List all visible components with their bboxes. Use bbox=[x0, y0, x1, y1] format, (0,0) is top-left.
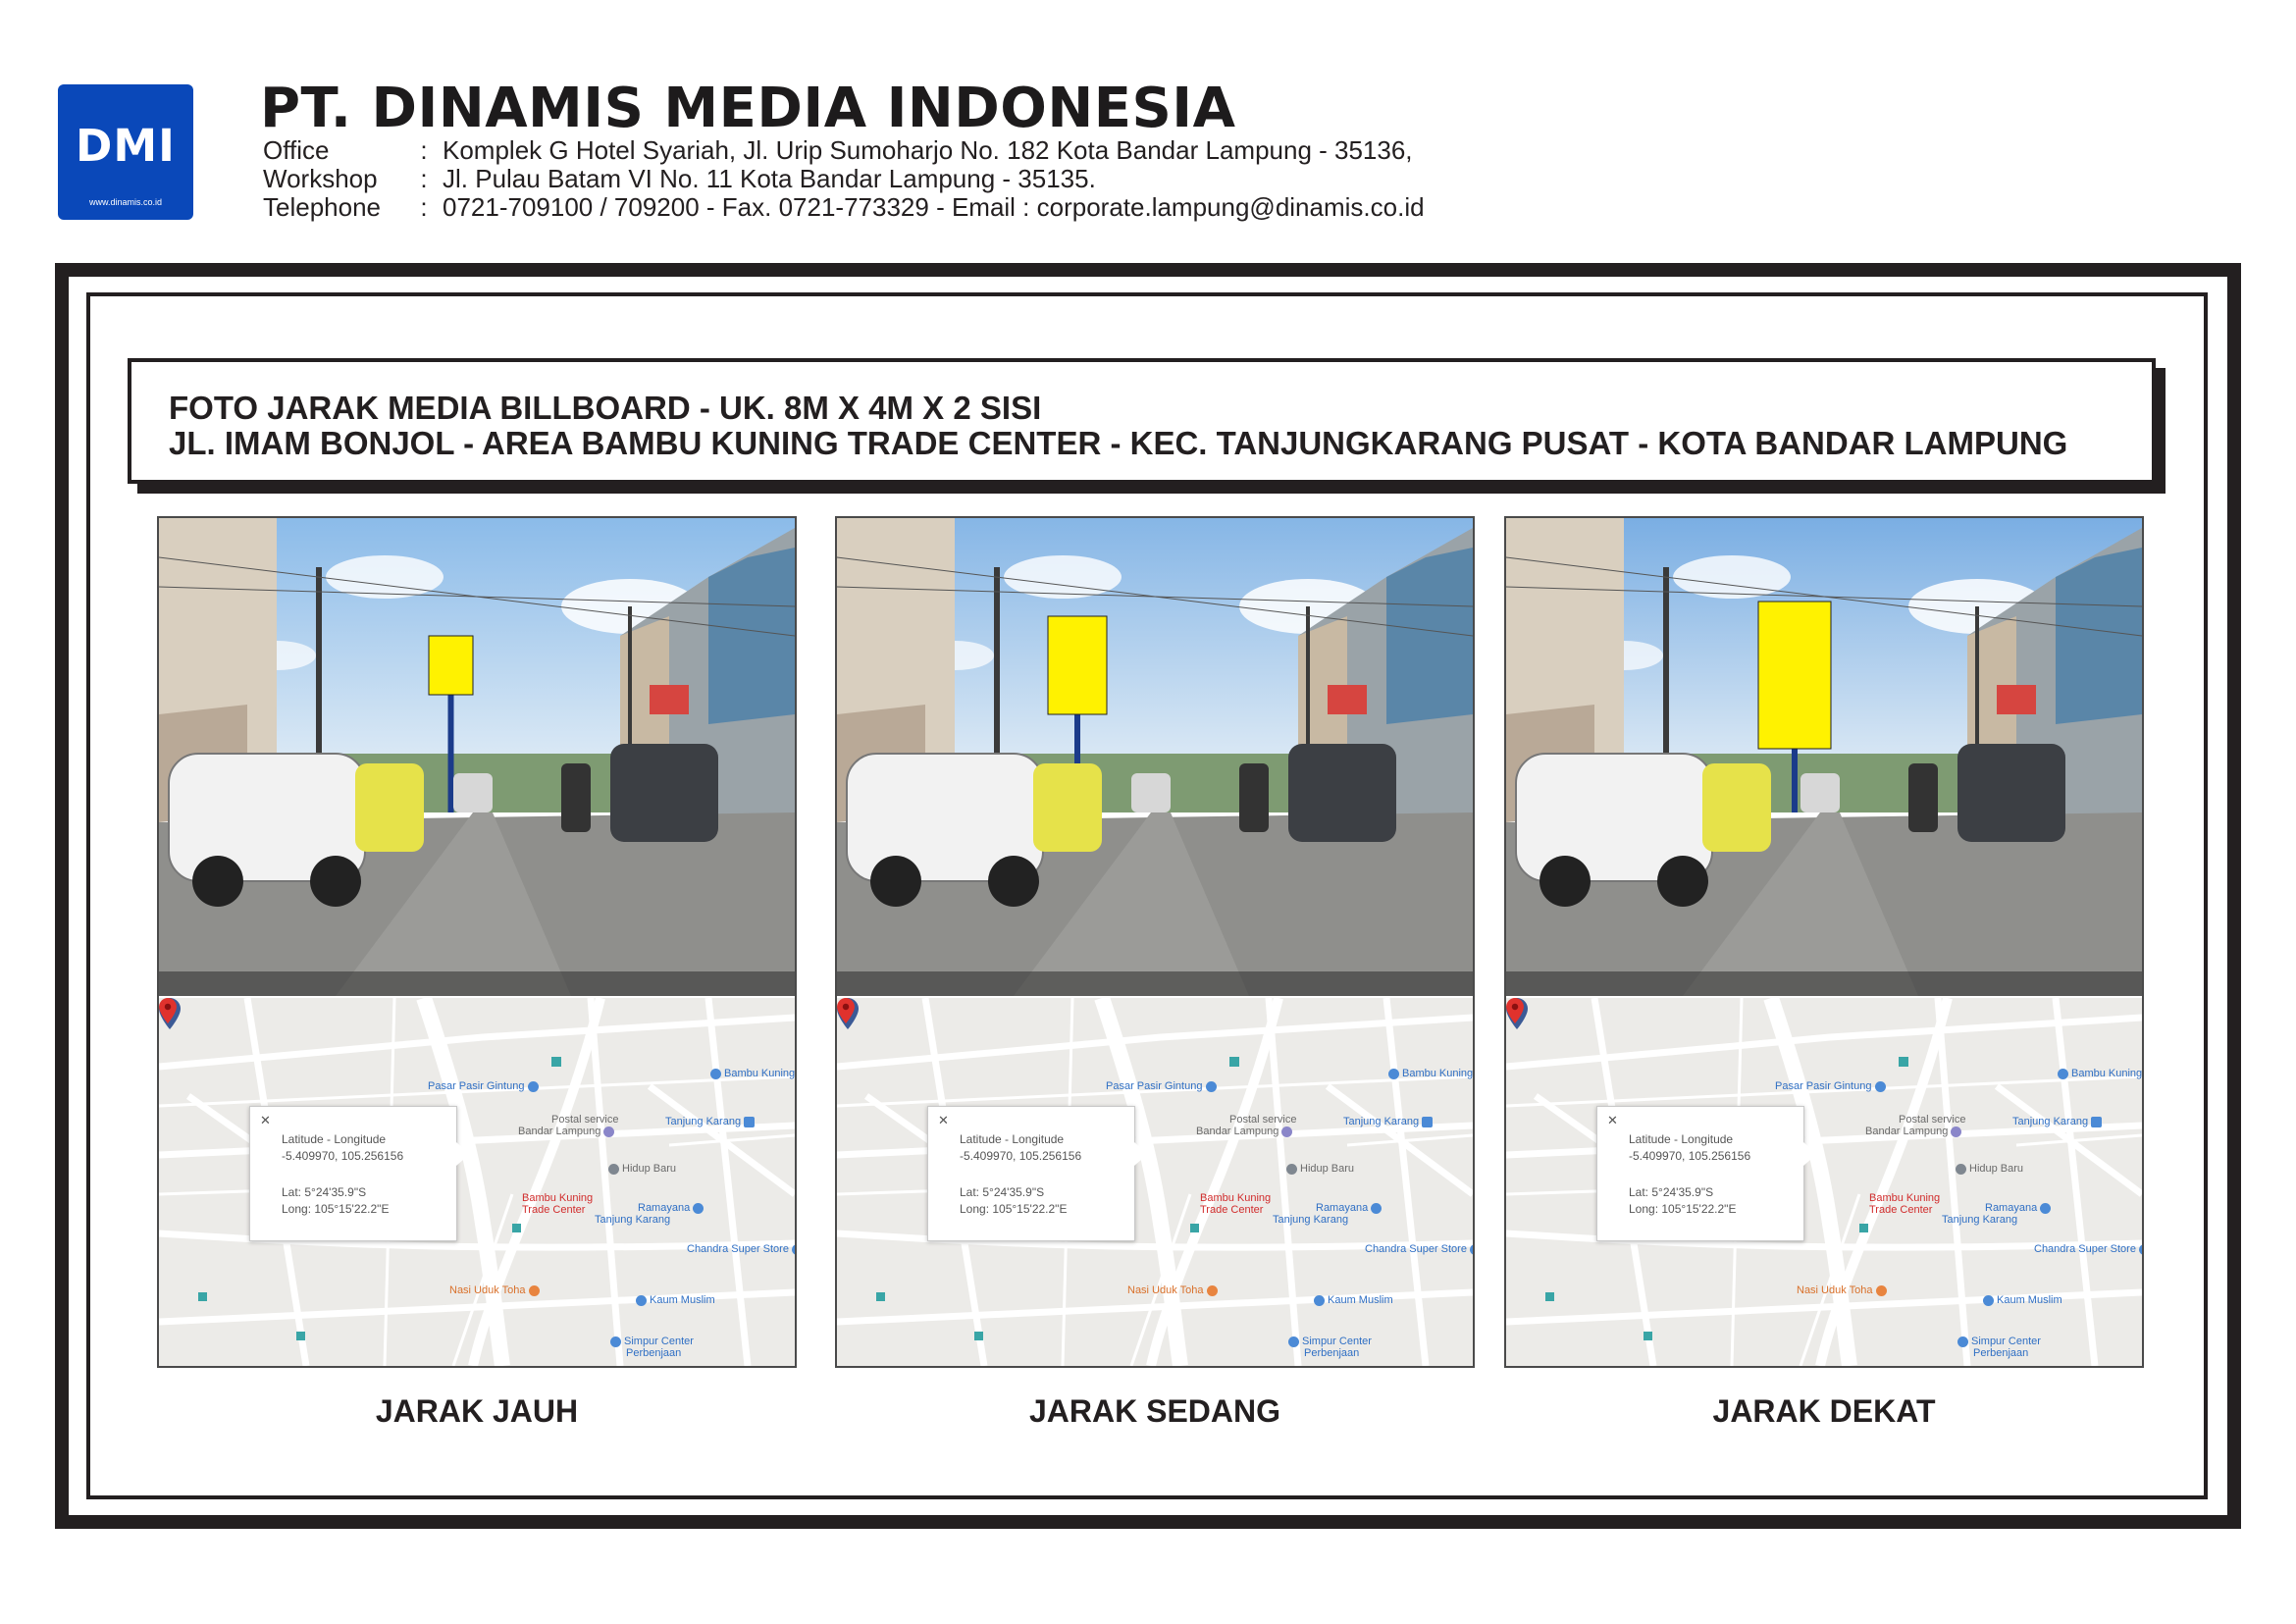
map-poi: Postal service bbox=[551, 1114, 619, 1126]
map-poi: Bambu Kuning bbox=[522, 1192, 594, 1204]
map-poi: Bambu Kuning bbox=[1388, 1068, 1473, 1079]
map-poi: Perbenjaan bbox=[626, 1347, 682, 1359]
place-pin-icon bbox=[1506, 998, 1524, 1023]
map-poi: Nasi Uduk Toha bbox=[449, 1284, 543, 1296]
billboard-marker bbox=[1758, 602, 1831, 749]
map-poi: Tanjung Karang bbox=[1942, 1214, 2018, 1226]
poi-marker-icon bbox=[1388, 1069, 1399, 1079]
restaurant-icon bbox=[1207, 1285, 1218, 1296]
shop-icon bbox=[1957, 1336, 1968, 1347]
map-poi: Tanjung Karang bbox=[595, 1214, 671, 1226]
contact-info bbox=[263, 136, 1425, 222]
title-box bbox=[128, 358, 2156, 484]
contact-row-telephone bbox=[263, 193, 1425, 222]
map-poi: Ramayana bbox=[1316, 1202, 1384, 1214]
contact-separator: : bbox=[420, 164, 428, 193]
street-photo bbox=[837, 518, 1473, 996]
caption-far: JARAK JAUH bbox=[375, 1393, 579, 1429]
title-line-1: FOTO JARAK MEDIA BILLBOARD - UK. 8M X 4M X 2 SISI bbox=[169, 390, 1042, 426]
photo-panel-1 bbox=[157, 516, 797, 1368]
map-poi: Simpur Center bbox=[1288, 1336, 1372, 1347]
contact-row-workshop bbox=[263, 165, 1425, 193]
map-poi: Chandra Super Store bbox=[2034, 1243, 2144, 1255]
shop-icon bbox=[1470, 1244, 1475, 1255]
mail-icon bbox=[603, 1126, 614, 1137]
poi-marker-icon bbox=[608, 1164, 619, 1175]
shop-icon bbox=[1983, 1295, 1994, 1306]
info-longitude: Long: 105°15'22.2"E bbox=[282, 1202, 390, 1216]
place-pin-icon bbox=[159, 998, 177, 1023]
map-poi: Nasi Uduk Toha bbox=[1797, 1284, 1890, 1296]
map-poi: Trade Center bbox=[1869, 1204, 1933, 1216]
map-poi: Bambu Kuning bbox=[710, 1068, 795, 1079]
poi-marker-icon bbox=[1956, 1164, 1966, 1175]
map-poi: Tanjung Karang bbox=[665, 1116, 757, 1127]
shop-icon bbox=[2139, 1244, 2144, 1255]
map-poi: Tanjung Karang bbox=[2012, 1116, 2105, 1127]
shop-icon bbox=[636, 1295, 647, 1306]
map-poi: Bambu Kuning bbox=[1869, 1192, 1941, 1204]
caption-medium: JARAK SEDANG bbox=[1028, 1393, 1281, 1429]
map-poi: Simpur Center bbox=[1957, 1336, 2041, 1347]
caption-near: JARAK DEKAT bbox=[1712, 1393, 1936, 1429]
contact-value: Komplek G Hotel Syariah, Jl. Urip Sumoharjo No. 182 Kota Bandar Lampung - 35136, bbox=[443, 135, 1413, 165]
contact-separator: : bbox=[420, 192, 428, 222]
transit-icon bbox=[744, 1117, 755, 1127]
map-poi: Kaum Muslim bbox=[1983, 1294, 2062, 1306]
info-longitude: Long: 105°15'22.2"E bbox=[1629, 1202, 1737, 1216]
poi-marker-icon bbox=[2058, 1069, 2068, 1079]
info-coordinates: -5.409970, 105.256156 bbox=[1629, 1149, 1751, 1163]
info-title: Latitude - Longitude bbox=[960, 1132, 1065, 1146]
restaurant-icon bbox=[1876, 1285, 1887, 1296]
company-name: PT. DINAMIS MEDIA INDONESIA bbox=[260, 77, 1236, 140]
map-poi: Tanjung Karang bbox=[1343, 1116, 1435, 1127]
map-poi: Perbenjaan bbox=[1973, 1347, 2029, 1359]
billboard-marker bbox=[1048, 616, 1107, 714]
map-poi: Ramayana bbox=[638, 1202, 706, 1214]
shop-icon bbox=[2040, 1203, 2051, 1214]
shop-icon bbox=[1314, 1295, 1325, 1306]
map-poi: Pasar Pasir Gintung bbox=[1106, 1080, 1220, 1092]
map-poi: Nasi Uduk Toha bbox=[1127, 1284, 1221, 1296]
coordinates-info-window bbox=[1596, 1106, 1804, 1241]
logo-url: www.dinamis.co.id bbox=[88, 197, 163, 207]
poi-marker-icon bbox=[710, 1069, 721, 1079]
map-poi: Tanjung Karang bbox=[1273, 1214, 1349, 1226]
title-line-2: JL. IMAM BONJOL - AREA BAMBU KUNING TRADE CENTER - KEC. TANJUNGKARANG PUSAT - KOTA BANDAR LAMPUNG bbox=[169, 425, 2068, 461]
shop-icon bbox=[1288, 1336, 1299, 1347]
map-poi: Bandar Lampung bbox=[1196, 1126, 1295, 1137]
coordinates-info-window bbox=[927, 1106, 1135, 1241]
map-poi: Hidup Baru bbox=[608, 1163, 676, 1175]
shop-icon bbox=[610, 1336, 621, 1347]
info-title: Latitude - Longitude bbox=[1629, 1132, 1734, 1146]
contact-value: Jl. Pulau Batam VI No. 11 Kota Bandar Lampung - 35135. bbox=[443, 164, 1096, 193]
billboard-marker bbox=[429, 636, 473, 695]
billboard-pole bbox=[1792, 749, 1798, 812]
map-poi: Hidup Baru bbox=[1286, 1163, 1354, 1175]
logo-text: DMI bbox=[76, 120, 176, 172]
map-poi: Chandra Super Store bbox=[1365, 1243, 1475, 1255]
contact-label: Office bbox=[263, 135, 330, 165]
street-photo bbox=[1506, 518, 2142, 996]
close-icon[interactable]: ✕ bbox=[1607, 1113, 1618, 1127]
map-poi: Bandar Lampung bbox=[1865, 1126, 1964, 1137]
info-longitude: Long: 105°15'22.2"E bbox=[960, 1202, 1068, 1216]
shop-icon bbox=[693, 1203, 704, 1214]
contact-separator: : bbox=[420, 135, 428, 165]
map-poi: Kaum Muslim bbox=[636, 1294, 715, 1306]
billboard-pole bbox=[448, 695, 454, 812]
place-pin-icon bbox=[837, 998, 855, 1023]
contact-value: 0721-709100 / 709200 - Fax. 0721-773329 - Email : corporate.lampung@dinamis.co.id bbox=[443, 192, 1425, 222]
coordinates-info-window bbox=[249, 1106, 457, 1241]
info-title: Latitude - Longitude bbox=[282, 1132, 387, 1146]
location-map bbox=[837, 998, 1473, 1366]
info-coordinates: -5.409970, 105.256156 bbox=[282, 1149, 404, 1163]
map-poi: Hidup Baru bbox=[1956, 1163, 2023, 1175]
company-logo bbox=[58, 84, 193, 220]
map-poi: Postal service bbox=[1229, 1114, 1297, 1126]
map-poi: Postal service bbox=[1899, 1114, 1966, 1126]
map-poi: Kaum Muslim bbox=[1314, 1294, 1393, 1306]
close-icon[interactable]: ✕ bbox=[260, 1113, 271, 1127]
map-poi: Trade Center bbox=[522, 1204, 586, 1216]
map-poi: Bambu Kuning bbox=[1200, 1192, 1272, 1204]
restaurant-icon bbox=[529, 1285, 540, 1296]
map-poi: Bandar Lampung bbox=[518, 1126, 617, 1137]
location-map bbox=[1506, 998, 2142, 1366]
contact-row-office bbox=[263, 136, 1425, 165]
map-poi: Pasar Pasir Gintung bbox=[428, 1080, 542, 1092]
info-latitude: Lat: 5°24'35.9"S bbox=[282, 1185, 367, 1199]
map-poi: Perbenjaan bbox=[1304, 1347, 1360, 1359]
photo-panel-3 bbox=[1504, 516, 2144, 1368]
transit-icon bbox=[1422, 1117, 1433, 1127]
info-latitude: Lat: 5°24'35.9"S bbox=[1629, 1185, 1714, 1199]
close-icon[interactable]: ✕ bbox=[938, 1113, 949, 1127]
map-poi: Pasar Pasir Gintung bbox=[1775, 1080, 1889, 1092]
info-latitude: Lat: 5°24'35.9"S bbox=[960, 1185, 1045, 1199]
map-poi: Trade Center bbox=[1200, 1204, 1264, 1216]
contact-label: Telephone bbox=[263, 192, 381, 222]
mail-icon bbox=[1951, 1126, 1961, 1137]
transit-icon bbox=[2091, 1117, 2102, 1127]
map-poi: Bambu Kuning bbox=[2058, 1068, 2142, 1079]
location-map bbox=[159, 998, 795, 1366]
shop-icon bbox=[792, 1244, 797, 1255]
map-poi: Simpur Center bbox=[610, 1336, 694, 1347]
poi-marker-icon bbox=[1286, 1164, 1297, 1175]
poi-marker-icon bbox=[528, 1081, 539, 1092]
info-coordinates: -5.409970, 105.256156 bbox=[960, 1149, 1082, 1163]
poi-marker-icon bbox=[1875, 1081, 1886, 1092]
map-poi: Chandra Super Store bbox=[687, 1243, 797, 1255]
mail-icon bbox=[1281, 1126, 1292, 1137]
shop-icon bbox=[1371, 1203, 1382, 1214]
photo-panel-2 bbox=[835, 516, 1475, 1368]
contact-label: Workshop bbox=[263, 164, 378, 193]
poi-marker-icon bbox=[1206, 1081, 1217, 1092]
street-photo bbox=[159, 518, 795, 996]
map-poi: Ramayana bbox=[1985, 1202, 2054, 1214]
